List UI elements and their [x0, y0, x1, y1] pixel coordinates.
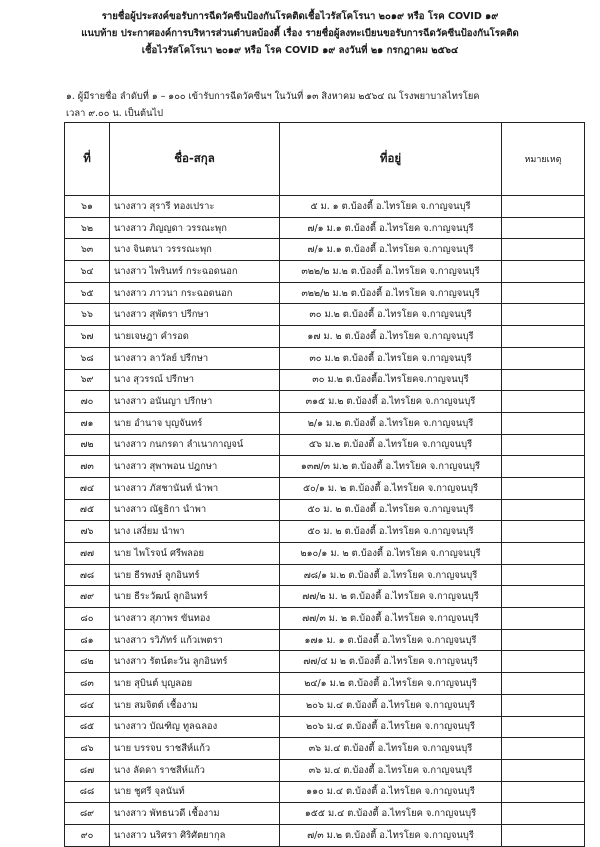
cell-no: ๖๖	[65, 304, 110, 326]
cell-no: ๗๖	[65, 521, 110, 543]
cell-name: นางสาว อนันญา ปรีกษา	[110, 391, 280, 413]
cell-no: ๘๑	[65, 629, 110, 651]
cell-note	[502, 239, 585, 261]
table-row	[65, 326, 585, 348]
cell-name: นางสาว รัตน์ตะวัน ลูกอินทร์	[110, 651, 280, 673]
table-row	[65, 304, 585, 326]
cell-name: นาย ธีระวัฒน์ ลูกอินทร์	[110, 586, 280, 608]
cell-address: ๒๐๖ ม.๔ ต.บ้องตี้ อ.ไทรโยค จ.กาญจนบุรี	[280, 694, 502, 716]
cell-note	[502, 499, 585, 521]
cell-note	[502, 304, 585, 326]
cell-note	[502, 477, 585, 499]
table-row	[65, 196, 585, 218]
cell-no: ๗๕	[65, 499, 110, 521]
cell-name: นางสาว รวิภัทร์ แก้วเพตรา	[110, 629, 280, 651]
cell-note	[502, 347, 585, 369]
cell-no: ๘๖	[65, 738, 110, 760]
table-row	[65, 781, 585, 803]
header-address: ที่อยู่	[280, 123, 502, 196]
cell-no: ๖๗	[65, 326, 110, 348]
cell-address: ๑๑๐ ม.๔ ต.บ้องตี้ อ.ไทรโยค จ.กาญจนบุรี	[280, 781, 502, 803]
cell-note	[502, 694, 585, 716]
cell-note	[502, 217, 585, 239]
cell-note	[502, 456, 585, 478]
cell-note	[502, 651, 585, 673]
cell-address: ๓๖ ม.๔ ต.บ้องตี้ อ.ไทรโยค จ.กาญจนบุรี	[280, 738, 502, 760]
cell-no: ๖๓	[65, 239, 110, 261]
cell-address: ๓๒๒/๒ ม.๒ ต.บ้องตี้ อ.ไทรโยค จ.กาญจนบุรี	[280, 282, 502, 304]
cell-no: ๙๐	[65, 824, 110, 846]
cell-address: ๑๓๗/๓ ม.๒ ต.บ้องตี้ อ.ไทรโยค จ.กาญจนบุรี	[280, 456, 502, 478]
cell-note	[502, 261, 585, 283]
cell-address: ๕๖ ม.๒ ต.บ้องตี้ อ.ไทรโยค จ.กาญจนบุรี	[280, 434, 502, 456]
cell-no: ๖๑	[65, 196, 110, 218]
cell-note	[502, 369, 585, 391]
cell-address: ๕๐/๑ ม. ๒ ต.บ้องตี้ อ.ไทรโยค จ.กาญจนบุรี	[280, 477, 502, 499]
cell-name: นางสาว ลาวัลย์ ปรีกษา	[110, 347, 280, 369]
cell-no: ๗๐	[65, 391, 110, 413]
header-title-line-2: แนบท้าย ประกาศองค์การบริหารส่วนตำบลบ้องตี้ เรื่อง รายชื่อผู้ลงทะเบียนขอรับการฉีดวัคซีนป้องกันโรคติด	[81, 28, 519, 39]
cell-note	[502, 673, 585, 695]
cell-note	[502, 391, 585, 413]
cell-address: ๗/๑ ม.๑ ต.บ้องตี้ อ.ไทรโยค จ.กาญจนบุรี	[280, 239, 502, 261]
table-row	[65, 716, 585, 738]
cell-no: ๗๑	[65, 412, 110, 434]
table-row	[65, 499, 585, 521]
cell-address: ๓๐ ม.๒ ต.บ้องตี้ อ.ไทรโยค จ.กาญจนบุรี	[280, 347, 502, 369]
cell-address: ๑๗๑ ม. ๑ ต.บ้องตี้ อ.ไทรโยค จ.กาญจนบุรี	[280, 629, 502, 651]
cell-name: นาง ลัดดา ราชสีห์แก้ว	[110, 759, 280, 781]
cell-name: นางสาว ณัฐธิกา นำพา	[110, 499, 280, 521]
cell-no: ๖๙	[65, 369, 110, 391]
cell-name: นายเจษฎา คำรอด	[110, 326, 280, 348]
cell-no: ๗๘	[65, 564, 110, 586]
table-body	[65, 196, 585, 847]
cell-note	[502, 282, 585, 304]
header-name: ชื่อ-สกุล	[110, 123, 280, 196]
cell-no: ๖๕	[65, 282, 110, 304]
cell-name: นางสาว สุรารี ทองเปราะ	[110, 196, 280, 218]
cell-address: ๗๘/๑ ม.๒ ต.บ้องตี้ อ.ไทรโยค จ.กาญจนบุรี	[280, 564, 502, 586]
cell-name: นาง สุวรรณ์ ปรีกษา	[110, 369, 280, 391]
cell-address: ๓๒๒/๒ ม.๒ ต.บ้องตี้ อ.ไทรโยค จ.กาญจนบุรี	[280, 261, 502, 283]
table-row	[65, 629, 585, 651]
cell-name: นางสาว ภาวนา กระฉอดนอก	[110, 282, 280, 304]
table-row	[65, 477, 585, 499]
cell-no: ๗๓	[65, 456, 110, 478]
table-row	[65, 608, 585, 630]
cell-no: ๘๘	[65, 781, 110, 803]
cell-address: ๓๑๕ ม.๒ ต.บ้องตี้ อ.ไทรโยค จ.กาญจนบุรี	[280, 391, 502, 413]
cell-no: ๗๒	[65, 434, 110, 456]
cell-name: นาย สมจิตต์ เชื้องาม	[110, 694, 280, 716]
intro-line-2: เวลา ๙.๐๐ น. เป็นต้นไป	[66, 108, 164, 119]
cell-no: ๘๒	[65, 651, 110, 673]
table-row	[65, 456, 585, 478]
cell-note	[502, 434, 585, 456]
cell-address: ๒/๑ ม.๒ ต.บ้องตี้ อ.ไทรโยค จ.กาญจนบุรี	[280, 412, 502, 434]
cell-name: นางสาว กนกรดา ลำเนากาญจน์	[110, 434, 280, 456]
table-row	[65, 412, 585, 434]
table-row	[65, 347, 585, 369]
cell-address: ๒๐๖ ม.๔ ต.บ้องตี้ อ.ไทรโยค จ.กาญจนบุรี	[280, 716, 502, 738]
table-row	[65, 261, 585, 283]
cell-address: ๕๐ ม. ๒ ต.บ้องตี้ อ.ไทรโยค จ.กาญจนบุรี	[280, 521, 502, 543]
table-row	[65, 564, 585, 586]
cell-note	[502, 543, 585, 565]
table-header-row	[65, 123, 585, 196]
document-header	[0, 8, 600, 59]
cell-address: ๑๗ ม. ๒ ต.บ้องตี้ อ.ไทรโยค จ.กาญจนบุรี	[280, 326, 502, 348]
cell-name: นาย อำนาจ บุญจันทร์	[110, 412, 280, 434]
cell-note	[502, 564, 585, 586]
cell-address: ๑๕๕ ม.๔ ต.บ้องตี้ อ.ไทรโยค จ.กาญจนบุรี	[280, 803, 502, 825]
cell-name: นางสาว ไพรินทร์ กระฉอดนอก	[110, 261, 280, 283]
table-row	[65, 759, 585, 781]
cell-address: ๓๐ ม.๒ ต.บ้องตี้ อ.ไทรโยค จ.กาญจนบุรี	[280, 304, 502, 326]
table-row	[65, 586, 585, 608]
cell-address: ๕๐ ม. ๒ ต.บ้องตี้ อ.ไทรโยค จ.กาญจนบุรี	[280, 499, 502, 521]
table-row	[65, 651, 585, 673]
cell-no: ๘๗	[65, 759, 110, 781]
cell-address: ๗/๓ ม.๒ ต.บ้องตี้ อ.ไทรโยค จ.กาญจนบุรี	[280, 824, 502, 846]
cell-address: ๗/๑ ม.๑ ต.บ้องตี้ อ.ไทรโยค จ.กาญจนบุรี	[280, 217, 502, 239]
cell-name: นาย ธีรพงษ์ ลูกอินทร์	[110, 564, 280, 586]
cell-address: ๕ ม. ๑ ต.บ้องตี้ อ.ไทรโยค จ.กาญจนบุรี	[280, 196, 502, 218]
table-row	[65, 824, 585, 846]
cell-note	[502, 759, 585, 781]
cell-no: ๘๐	[65, 608, 110, 630]
cell-name: นางสาว บัณฑิญ ทูลฉลอง	[110, 716, 280, 738]
cell-address: ๗๗/๓ ม. ๒ ต.บ้องตี้ อ.ไทรโยค จ.กาญจนบุรี	[280, 608, 502, 630]
cell-no: ๖๒	[65, 217, 110, 239]
cell-note	[502, 738, 585, 760]
table-row	[65, 521, 585, 543]
header-no: ที่	[65, 123, 110, 196]
cell-no: ๘๕	[65, 716, 110, 738]
table-row	[65, 217, 585, 239]
cell-note	[502, 803, 585, 825]
cell-name: นางสาว พัทธนวดี เชื้องาม	[110, 803, 280, 825]
cell-note	[502, 781, 585, 803]
cell-note	[502, 629, 585, 651]
cell-name: นางสาว สุภาพร ขันทอง	[110, 608, 280, 630]
cell-note	[502, 326, 585, 348]
cell-note	[502, 716, 585, 738]
registrant-table	[64, 122, 585, 847]
cell-address: ๒๔/๑ ม.๒ ต.บ้องตี้ อ.ไทรโยค จ.กาญจนบุรี	[280, 673, 502, 695]
cell-name: นางสาว สุพาพอน ปฎกษา	[110, 456, 280, 478]
header-title-line-1: รายชื่อผู้ประสงค์ขอรับการฉีดวัคซีนป้องกันโรคติดเชื้อไวรัสโคโรนา ๒๐๑๙ หรือ โรค COVID ๑๙	[101, 11, 499, 22]
cell-no: ๘๓	[65, 673, 110, 695]
table-row	[65, 673, 585, 695]
cell-address: ๓๐ ม.๒ ต.บ้องตี้อ.ไทรโยคจ.กาญจนบุรี	[280, 369, 502, 391]
cell-address: ๗๗/๔ ม ๒ ต.บ้องตี้ อ.ไทรโยค จ.กาญจนบุรี	[280, 651, 502, 673]
table-row	[65, 738, 585, 760]
cell-address: ๒๑๐/๑ ม. ๒ ต.บ้องตี้ อ.ไทรโยค จ.กาญจนบุรี	[280, 543, 502, 565]
intro-line-1: ๑. ผู้มีรายชื่อ ลำดับที่ ๑ – ๑๐๐ เข้ารับการฉีดวัคซีนฯ ในวันที่ ๑๓ สิงหาคม ๒๕๖๔ ณ โรงพยาบาลไทรโยค	[66, 91, 480, 102]
cell-note	[502, 196, 585, 218]
cell-name: นาย บรรจบ ราชสีห์แก้ว	[110, 738, 280, 760]
intro-paragraph	[66, 88, 576, 122]
header-title-line-3: เชื้อไวรัสโคโรนา ๒๐๑๙ หรือ โรค COVID ๑๙ ลงวันที่ ๒๑ กรกฎาคม ๒๕๖๔	[141, 45, 459, 56]
cell-name: นาย ไพโรจน์ ศรีพลอย	[110, 543, 280, 565]
table-row	[65, 282, 585, 304]
cell-no: ๗๔	[65, 477, 110, 499]
cell-no: ๖๔	[65, 261, 110, 283]
cell-name: นาย สุบินต์ บุญลอย	[110, 673, 280, 695]
table-row	[65, 694, 585, 716]
cell-note	[502, 608, 585, 630]
table-row	[65, 369, 585, 391]
cell-no: ๗๙	[65, 586, 110, 608]
cell-name: นาง จินตนา วรรรณะพุก	[110, 239, 280, 261]
cell-name: นางสาว นริศรา ศิริศัตยากุล	[110, 824, 280, 846]
cell-note	[502, 586, 585, 608]
cell-name: นาง เสงี่ยม นำพา	[110, 521, 280, 543]
table-row	[65, 239, 585, 261]
cell-address: ๗๗/๒ ม. ๒ ต.บ้องตี้ อ.ไทรโยค จ.กาญจนบุรี	[280, 586, 502, 608]
cell-note	[502, 824, 585, 846]
cell-note	[502, 521, 585, 543]
cell-name: นาย ชูศรี จุลนันท์	[110, 781, 280, 803]
table-row	[65, 434, 585, 456]
cell-no: ๘๔	[65, 694, 110, 716]
cell-name: นางสาว ภิญญดา วรรณะพุก	[110, 217, 280, 239]
cell-address: ๓๖ ม.๔ ต.บ้องตี้ อ.ไทรโยค จ.กาญจนบุรี	[280, 759, 502, 781]
table-row	[65, 803, 585, 825]
cell-name: นางสาว ภัสชานันท์ นำพา	[110, 477, 280, 499]
cell-no: ๗๗	[65, 543, 110, 565]
table-row	[65, 391, 585, 413]
cell-no: ๖๘	[65, 347, 110, 369]
header-note: หมายเหตุ	[502, 123, 585, 196]
table-row	[65, 543, 585, 565]
cell-name: นางสาว สุพัตรา ปรีกษา	[110, 304, 280, 326]
cell-note	[502, 412, 585, 434]
cell-no: ๘๙	[65, 803, 110, 825]
